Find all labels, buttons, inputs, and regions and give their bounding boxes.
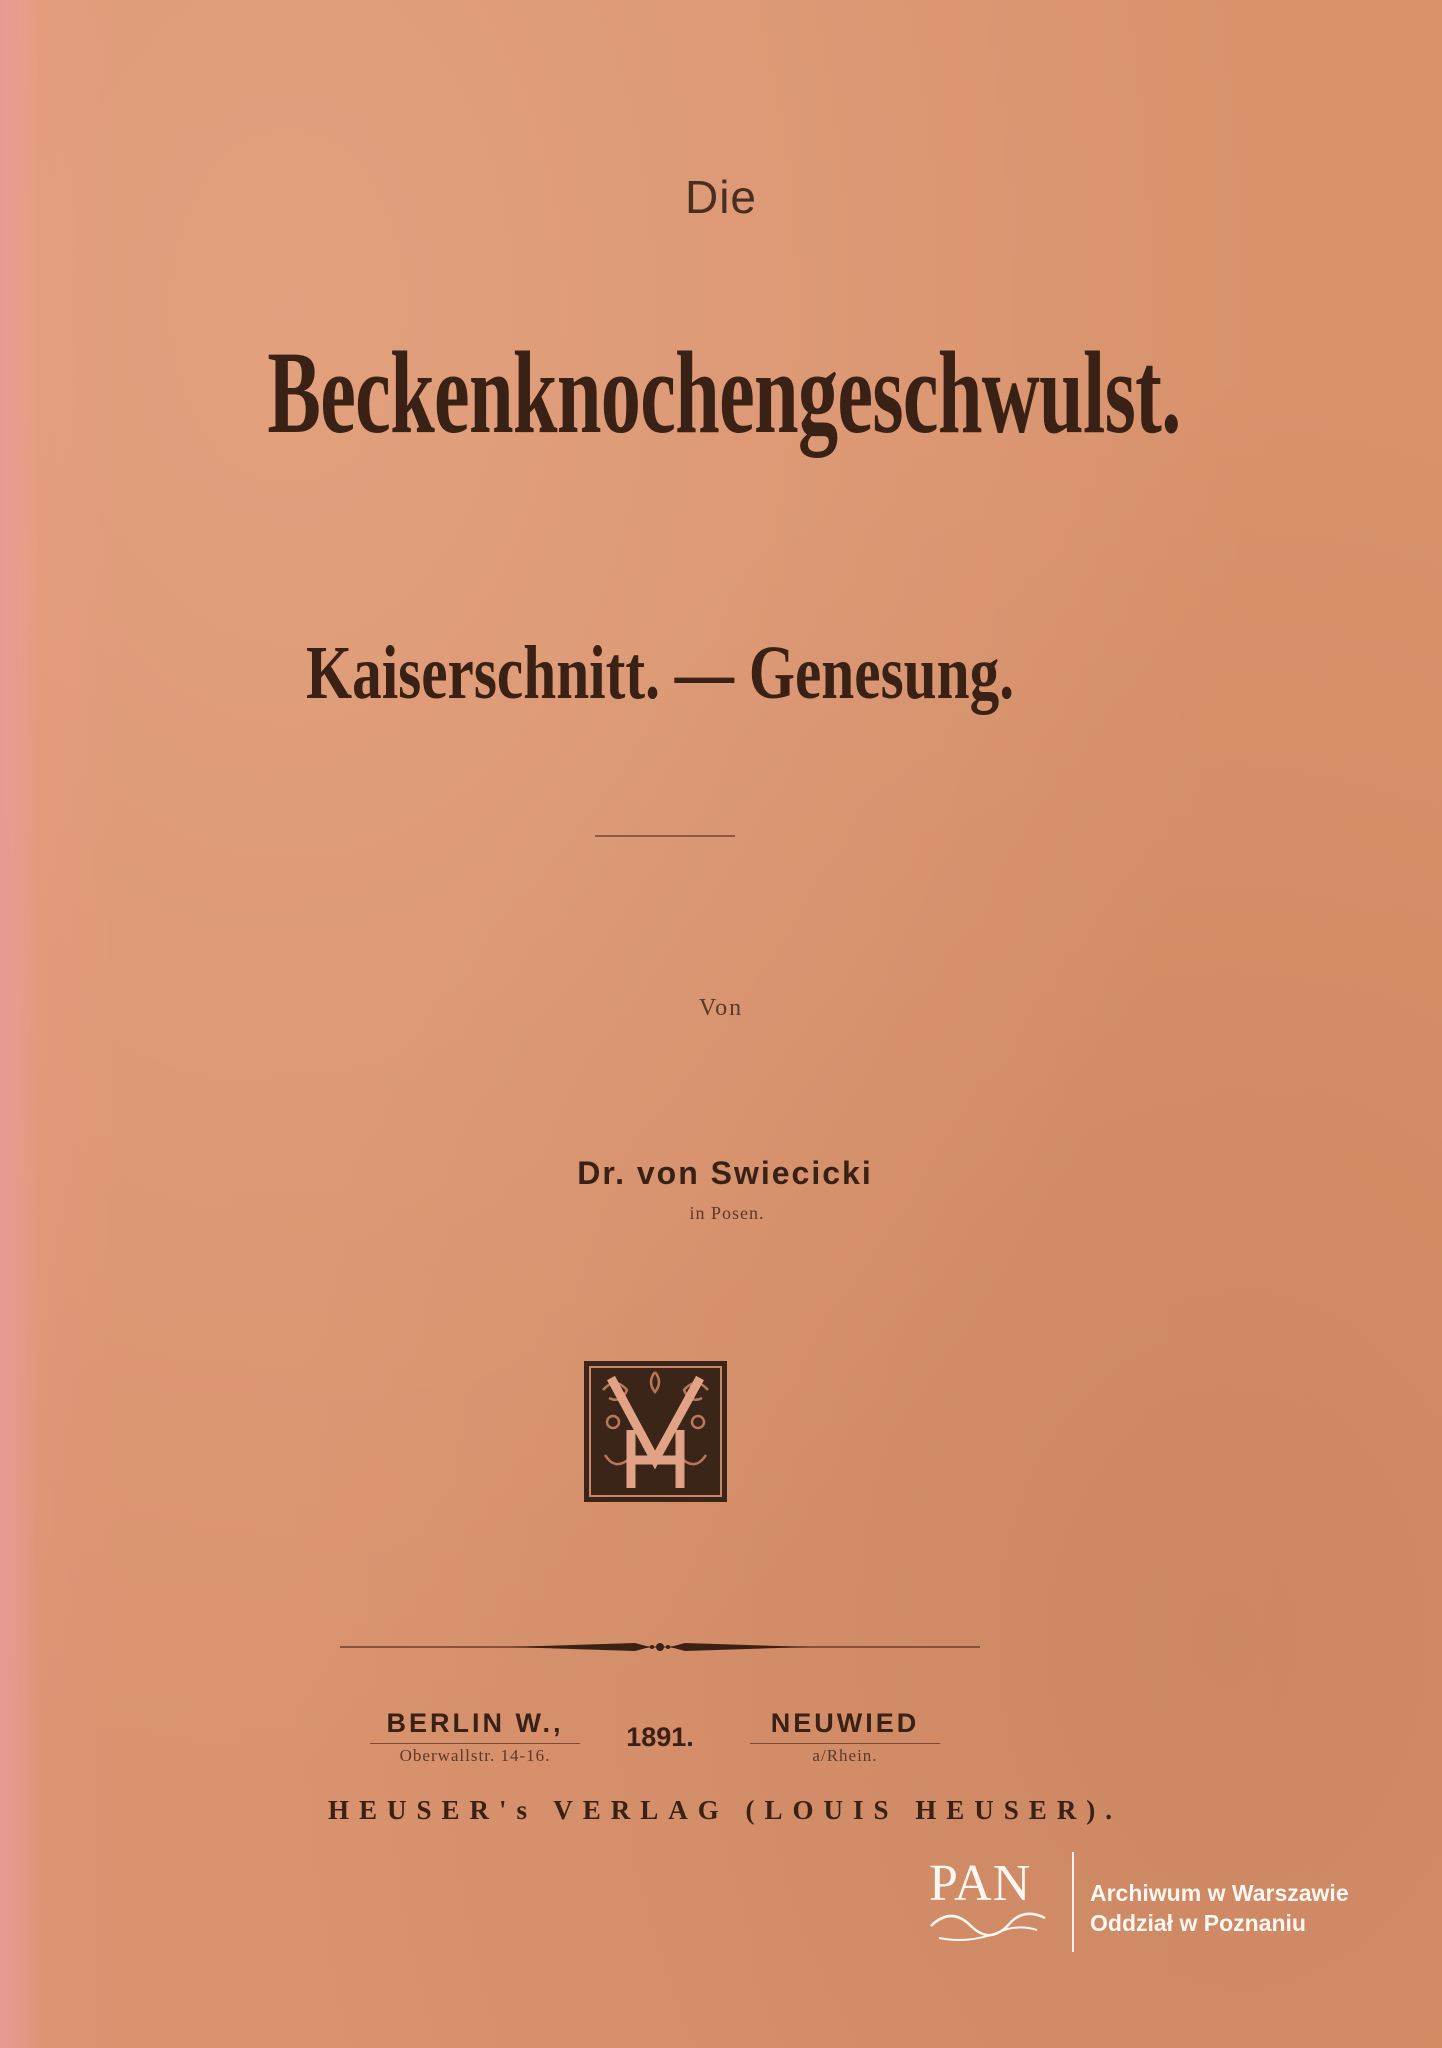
archive-line-1: Archiwum w Warszawie [1090, 1880, 1349, 1906]
ornamental-rule-icon [340, 1635, 980, 1659]
imprint-region: a/Rhein. [812, 1746, 878, 1765]
imprint-street: Oberwallstr. 14-16. [399, 1746, 551, 1765]
imprint-neuwied [750, 1708, 940, 1766]
archive-line-2: Oddział w Poznaniu [1090, 1910, 1306, 1936]
archive-name [1090, 1878, 1349, 1938]
by-line: Von [698, 995, 744, 1021]
author-name: Dr. von Swiecicki [577, 1155, 873, 1191]
pan-logo [925, 1848, 1055, 1948]
pan-flourish-icon [925, 1848, 1055, 1948]
imprint-year: 1891. [626, 1722, 694, 1752]
imprint-berlin [370, 1708, 580, 1766]
author-location: in Posen. [689, 1203, 765, 1223]
imprint-city-right: NEUWIED [750, 1708, 940, 1744]
imprint-city-left: BERLIN W., [370, 1708, 580, 1744]
main-title: Beckenknochengeschwulst. [267, 327, 1181, 458]
archive-watermark [925, 1848, 1395, 1958]
publisher-line: HEUSER's VERLAG (LOUIS HEUSER). [327, 1795, 1123, 1825]
divider-rule [595, 835, 735, 837]
subtitle: Kaiserschnitt. — Genesung. [305, 631, 1015, 715]
vh-monogram-icon [583, 1360, 728, 1503]
pretitle: Die [684, 171, 758, 223]
pan-logo-text: PAN [929, 1855, 1032, 1912]
archive-divider [1072, 1852, 1074, 1952]
paper-edge [0, 0, 36, 2048]
